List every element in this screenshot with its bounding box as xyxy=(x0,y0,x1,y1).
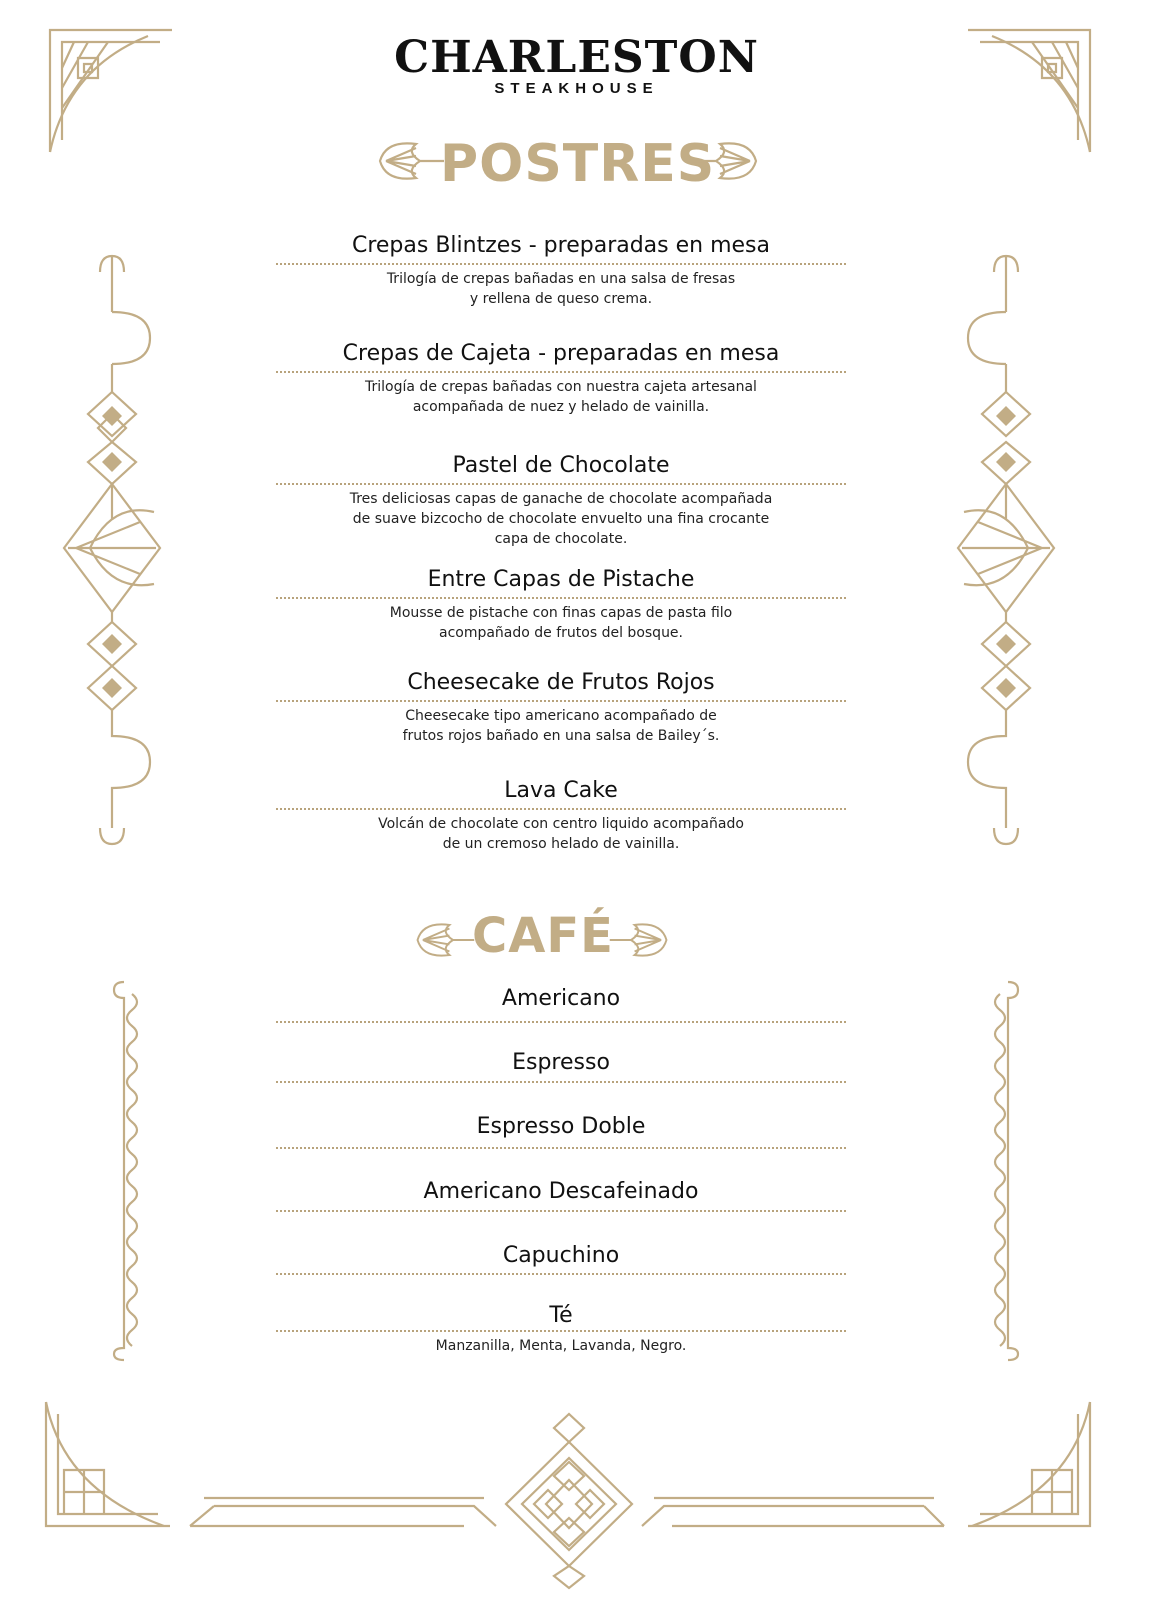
dotted-divider xyxy=(276,263,846,265)
menu-item xyxy=(276,985,846,1027)
menu-item xyxy=(276,232,846,309)
item-description: Manzanilla, Menta, Lavanda, Negro. xyxy=(435,1338,687,1354)
menu-item xyxy=(276,1113,846,1153)
dotted-divider xyxy=(276,808,846,810)
fan-flourish-icon xyxy=(376,138,446,184)
section-title-cafe: CAFÉ xyxy=(472,908,614,964)
item-description: Cheesecake tipo americano acompañado de frutos rojos bañado en una salsa de Bailey´s. xyxy=(402,708,720,744)
art-deco-vertical-ornament-icon xyxy=(954,252,1058,848)
item-name: Americano xyxy=(501,986,621,1011)
brand-subtitle: STEAKHOUSE xyxy=(494,80,659,97)
item-name: Lava Cake xyxy=(504,778,618,803)
item-description: Volcán de chocolate con centro liquido acompañado de un cremoso helado de vainilla. xyxy=(378,816,744,852)
menu-item xyxy=(276,1178,846,1216)
menu-item xyxy=(276,340,846,417)
menu-item xyxy=(276,1242,846,1279)
item-name: Espresso Doble xyxy=(476,1114,646,1139)
menu-item xyxy=(276,777,846,854)
menu-item xyxy=(276,1049,846,1087)
item-name: Crepas de Cajeta - preparadas en mesa xyxy=(342,341,780,366)
dotted-divider xyxy=(276,483,846,485)
menu-item xyxy=(276,566,846,643)
item-name: Capuchino xyxy=(502,1243,620,1268)
menu-item xyxy=(276,452,846,549)
item-name: Crepas Blintzes - preparadas en mesa xyxy=(351,233,771,258)
brand-name: CHARLESTON xyxy=(394,32,759,83)
wave-border-icon xyxy=(112,980,146,1362)
item-name: Cheesecake de Frutos Rojos xyxy=(407,670,715,695)
dotted-divider xyxy=(276,700,846,702)
fan-flourish-icon xyxy=(414,918,476,962)
item-description: Tres deliciosas capas de ganache de chocolate acompañada de suave bizcocho de chocolate envuelto una fina crocante capa de chocolate. xyxy=(349,491,773,547)
dotted-divider xyxy=(276,1147,846,1149)
dotted-divider xyxy=(276,597,846,599)
item-name: Pastel de Chocolate xyxy=(452,453,670,478)
wave-border-icon xyxy=(986,980,1020,1362)
dotted-divider xyxy=(276,1273,846,1275)
menu-item xyxy=(276,1302,846,1356)
item-name: Espresso xyxy=(512,1050,610,1075)
item-description: Mousse de pistache con finas capas de pasta filo acompañado de frutos del bosque. xyxy=(389,605,733,641)
item-name: Entre Capas de Pistache xyxy=(427,567,695,592)
fan-flourish-icon xyxy=(690,138,760,184)
art-deco-bottom-border-icon xyxy=(44,1400,1094,1590)
item-name: Té xyxy=(549,1303,573,1328)
art-deco-vertical-ornament-icon xyxy=(60,252,164,848)
menu-item xyxy=(276,669,846,746)
fan-flourish-icon xyxy=(608,918,670,962)
dotted-divider xyxy=(276,1081,846,1083)
dotted-divider xyxy=(276,1330,846,1332)
section-title-postres: POSTRES xyxy=(440,134,716,194)
dotted-divider xyxy=(276,1210,846,1212)
item-description: Trilogía de crepas bañadas en una salsa de fresas y rellena de queso crema. xyxy=(386,271,736,307)
dotted-divider xyxy=(276,1021,846,1023)
item-description: Trilogía de crepas bañadas con nuestra cajeta artesanal acompañada de nuez y helado de vainilla. xyxy=(365,379,757,415)
dotted-divider xyxy=(276,371,846,373)
item-name: Americano Descafeinado xyxy=(423,1179,699,1204)
